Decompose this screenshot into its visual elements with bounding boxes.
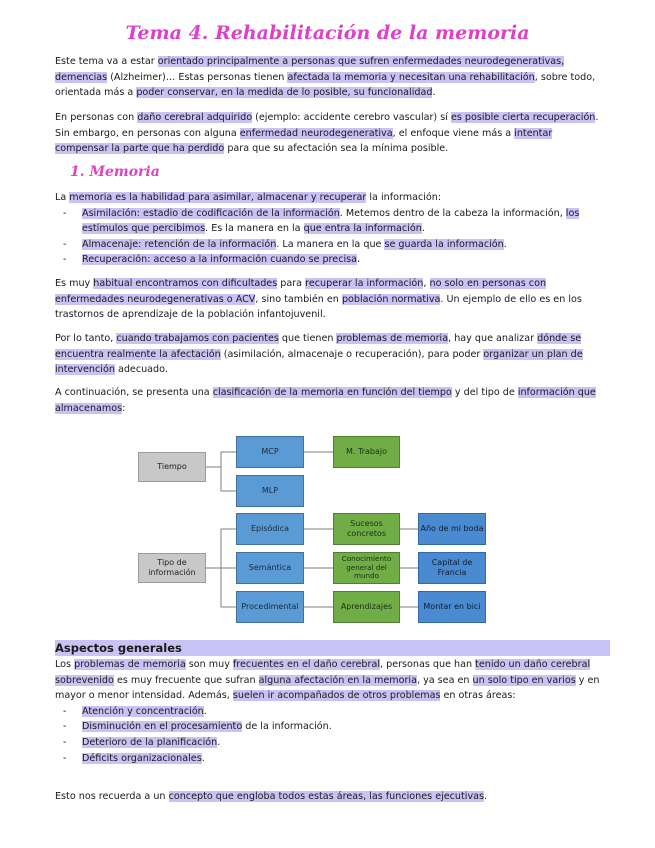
text: que tienen [278,333,337,344]
text: . Es la manera en la [205,223,304,235]
paragraph-analisis [55,331,605,378]
text: adecuado. [114,364,168,376]
page-title: Tema 4. Rehabilitación de la memoria [125,22,530,44]
list-item [55,206,605,237]
highlight: recuperar la información [305,278,424,289]
text: en otras áreas: [440,690,516,702]
highlight: intentar compensar la parte que ha perdido [55,127,553,155]
text: , hay que analizar [448,333,538,344]
highlight: orientado principalmente a personas que sufren enfermedades neurodegenerativas, demencias [55,56,565,83]
highlight: los estímulos que percibimos [82,207,580,235]
text: . [201,752,205,764]
text: la información: [366,192,442,203]
node-episodica: Episódica [236,513,304,545]
node-procedimental: Procedimental [236,591,304,623]
text: y del tipo de [451,387,518,398]
text: . [484,791,488,802]
node-aprendizajes: Aprendizajes [333,591,400,623]
memoria-definition [55,190,605,268]
paragraph-dificultades [55,276,605,323]
highlight: alguna afectación en la memoria [258,674,417,686]
term: Almacenaje: [82,238,142,250]
paragraph-aspectos [55,657,605,766]
highlight: memoria es la habilidad para asimilar, almacenar y recuperar [69,192,367,203]
text: , [423,278,430,289]
highlight: problemas de memoria [336,333,449,344]
text: y en mayor o menor intensidad. Además, [55,674,600,702]
node-ano-boda: Año de mi boda [418,513,486,545]
highlight: se guarda la información [384,238,504,250]
text: . [357,254,361,266]
highlight: estadio de codificación de la información [139,207,340,219]
highlight: concepto que engloba todos estas áreas, las funciones ejecutivas [168,791,484,802]
node-mcp: MCP [236,436,304,468]
highlight: clasificación de la memoria en función del tiempo [212,387,452,398]
text: (ejemplo: accidente cerebro vascular) sí [252,112,451,123]
text: Por lo tanto, [55,333,117,344]
paragraph-clasificacion [55,385,605,416]
highlight: población normativa [341,293,441,305]
text: En personas con [55,112,138,123]
node-memoria-trabajo: M. Trabajo [333,436,400,468]
text: . [421,223,425,235]
highlight: acceso a la información cuando se precisa [150,254,358,266]
text: , ya sea en [416,674,473,686]
text: . [432,87,436,99]
text: . La manera en la que [276,238,385,250]
connector [221,467,236,491]
intro-paragraph-1 [55,54,605,101]
connector [221,568,236,607]
highlight: no solo en personas con enfermedades neurodegenerativas o ACV [55,278,547,305]
text: (Alzheimer)… Estas personas tienen [107,71,288,83]
highlight: suelen ir acompañados de otros problemas [232,690,441,702]
highlight: es posible cierta recuperación [450,112,596,123]
text: . [503,238,507,250]
text: . Metemos dentro de la cabeza la información, [339,207,566,219]
memoria-phases-list [55,206,605,268]
highlight: problemas de memoria [74,659,186,670]
list-item [55,751,605,767]
term: Asimilación: [82,207,140,219]
text: para que su afectación sea la mínima posible. [224,143,449,155]
node-capital-francia: Capital de Francia [418,552,486,584]
list-item [55,252,605,268]
highlight: habitual encontramos con dificultades [93,278,278,289]
text: . [217,736,221,748]
highlight: poder conservar, en la medida de lo posible, su funcionalidad [136,87,433,99]
text: es muy frecuente que sufran [113,674,259,686]
text: , el enfoque viene más a [392,127,515,139]
term: Recuperación: [82,254,151,266]
node-tipo-informacion: Tipo de información [138,553,206,583]
text: . [203,705,207,717]
text: La [55,192,70,203]
paragraph-funciones-ejecutivas [55,789,605,805]
highlight: cuando trabajamos con pacientes [116,333,279,344]
node-montar-bici: Montar en bici [418,591,486,623]
highlight: Atención y concentración [82,705,204,717]
highlight: frecuentes en el daño cerebral [232,659,380,670]
node-tiempo: Tiempo [138,452,206,482]
text: Este tema va a estar [55,56,158,67]
node-conocimiento-general: Conocimiento general del mundo [333,552,400,584]
highlight: Disminución en el procesamiento [82,721,243,733]
highlight: tenido un daño cerebral sobrevenido [55,659,591,686]
text: . Un ejemplo de ello es en los trastornos de aprendizaje de la población infantojuvenil. [55,293,582,321]
list-item [55,735,605,751]
list-item [55,237,605,253]
text: , sino también en [255,293,342,305]
node-mlp: MLP [236,475,304,507]
list-item [55,704,605,720]
highlight: información que almacenamos [55,387,596,414]
highlight: daño cerebral adquirido [137,112,253,123]
highlight: retención de la información [141,238,277,250]
section-heading-memoria: 1. Memoria [70,164,160,180]
areas-list [55,704,605,766]
text: de la información. [242,721,332,733]
text: (asimilación, almacenaje o recuperación), para poder [220,348,484,360]
section-heading-aspectos: Aspectos generales [55,640,610,656]
highlight: Deterioro de la planificación [82,736,218,748]
text: Los [55,659,75,670]
highlight: afectada la memoria y necesitan una rehabilitación [287,71,535,83]
highlight: enfermedad neurodegenerativa [239,127,393,139]
text: , sobre todo, orientada más a [55,71,596,99]
text: . Sin embargo, en personas con alguna [55,112,599,139]
text: Es muy [55,278,94,289]
text: son muy [185,659,233,670]
connector [206,529,236,568]
text: : [122,402,126,414]
highlight: dónde se encuentra realmente la afectación [55,333,582,360]
highlight: organizar un plan de intervención [55,348,583,376]
text: A continuación, se presenta una [55,387,213,398]
list-item [55,719,605,735]
text: para [277,278,306,289]
node-sucesos-concretos: Sucesos concretos [333,513,400,545]
node-semantica: Semántica [236,552,304,584]
highlight: un solo tipo en varios [472,674,576,686]
text: , personas que han [380,659,476,670]
highlight: Déficits organizacionales [82,752,202,764]
connector [206,452,236,467]
text: Esto nos recuerda a un [55,791,169,802]
highlight: que entra la información [303,223,422,235]
intro-paragraph-2 [55,110,605,157]
